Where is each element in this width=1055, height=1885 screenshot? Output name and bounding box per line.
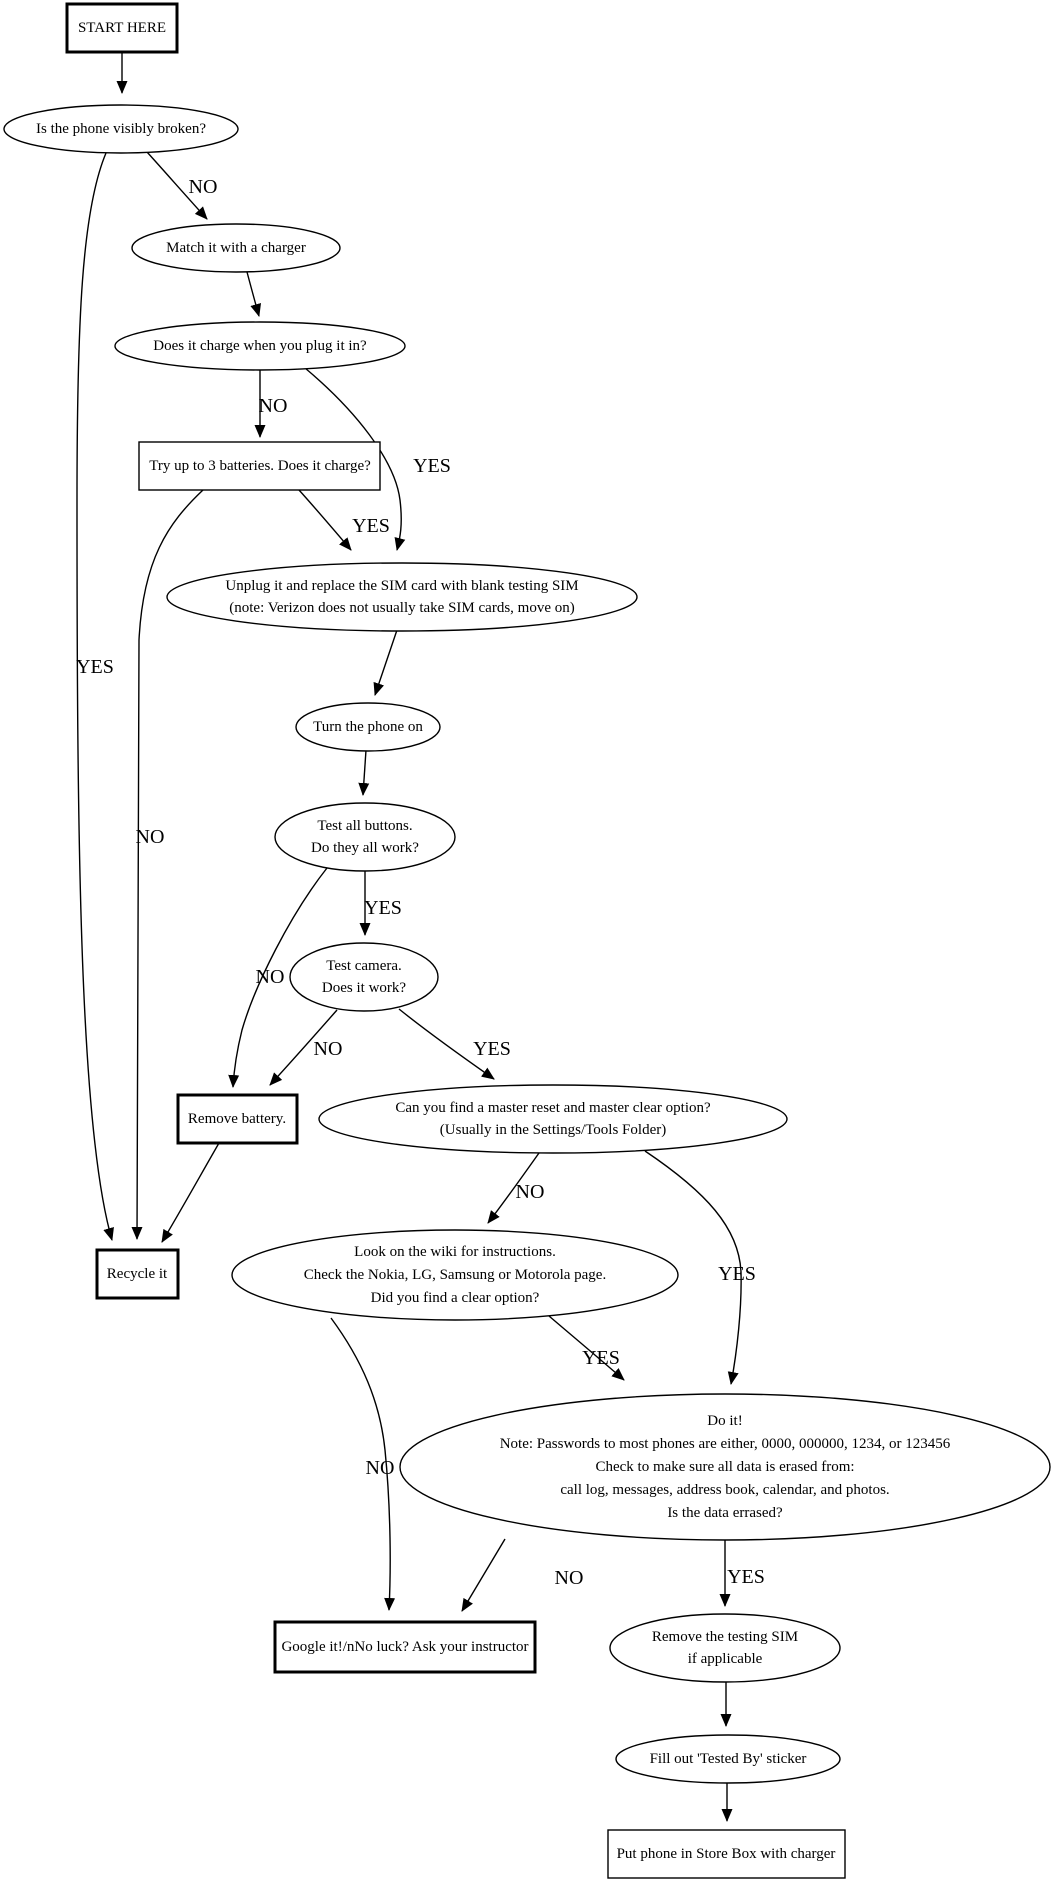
edge-label-master-no: NO — [515, 1181, 545, 1203]
node-replace-sim — [167, 563, 637, 631]
node-phone-visibly-broken — [4, 105, 238, 153]
edge-removebattery-to-recycle — [162, 1143, 219, 1242]
sim-ellipse — [167, 563, 637, 631]
node-label-line: (Usually in the Settings/Tools Folder) — [439, 1122, 667, 1138]
node-label: Remove battery. — [187, 1111, 287, 1127]
node-label: Match it with a charger — [166, 240, 306, 256]
edge-label-broken-no: NO — [188, 176, 218, 198]
master-ellipse — [319, 1085, 787, 1153]
edge-label-camera-no: NO — [313, 1038, 343, 1060]
node-label: Turn the phone on — [313, 719, 423, 735]
edge-turnon-to-buttons — [363, 750, 366, 795]
node-recycle-it — [97, 1250, 178, 1298]
edge-doit-to-google — [462, 1539, 505, 1611]
node-label: Put phone in Store Box with charger — [616, 1846, 836, 1862]
node-turn-phone-on — [296, 703, 440, 751]
node-label: START HERE — [77, 20, 167, 36]
edge-broken-to-recycle — [77, 153, 112, 1240]
node-does-it-charge — [115, 322, 405, 370]
edge-label-charge-yes: YES — [413, 455, 451, 477]
node-look-on-wiki — [232, 1230, 678, 1320]
node-google-it — [275, 1622, 535, 1672]
remove-sim-ellipse — [610, 1614, 840, 1682]
node-remove-testing-sim — [610, 1614, 840, 1682]
node-label-line: Remove the testing SIM — [651, 1629, 799, 1645]
node-tested-by-sticker — [616, 1735, 840, 1783]
node-label-line: Did you find a clear option? — [370, 1290, 540, 1306]
node-match-charger — [132, 224, 340, 272]
node-label-line: (note: Verizon does not usually take SIM cards, move on) — [229, 600, 575, 616]
node-label: Recycle it — [106, 1266, 168, 1282]
node-test-buttons — [275, 803, 455, 871]
node-label-line: Unplug it and replace the SIM card with blank testing SIM — [225, 578, 579, 594]
node-do-it — [400, 1394, 1050, 1540]
edge-batteries-to-sim — [299, 490, 351, 550]
edge-label-master-yes: YES — [718, 1263, 756, 1285]
node-label: Google it!/nNo luck? Ask your instructor — [281, 1639, 529, 1655]
edge-label-batteries-yes: YES — [352, 515, 390, 537]
buttons-ellipse — [275, 803, 455, 871]
edge-label-batteries-no: NO — [135, 826, 165, 848]
camera-ellipse — [290, 943, 438, 1011]
edge-label-doit-yes: YES — [727, 1566, 765, 1588]
node-label-line: Test camera. — [326, 958, 402, 974]
node-label-line: Is the data errased? — [667, 1505, 783, 1521]
node-label: Does it charge when you plug it in? — [153, 338, 367, 354]
node-start-here — [67, 4, 177, 52]
node-test-camera — [290, 943, 438, 1011]
edge-label-wiki-no: NO — [365, 1457, 395, 1479]
edge-charger-to-chargeq — [247, 272, 259, 316]
node-label-line: Do it! — [707, 1413, 743, 1429]
node-label: Fill out 'Tested By' sticker — [649, 1751, 807, 1767]
node-label: Is the phone visibly broken? — [36, 121, 206, 137]
node-try-batteries — [139, 442, 380, 490]
node-label-line: Note: Passwords to most phones are either, 0000, 000000, 1234, or 123456 — [499, 1436, 951, 1452]
edge-label-charge-no: NO — [258, 395, 288, 417]
node-group — [4, 4, 1050, 1878]
edge-label-wiki-yes: YES — [582, 1347, 620, 1369]
edge-group — [77, 53, 741, 1821]
node-master-reset — [319, 1085, 787, 1153]
edge-sim-to-turnon — [375, 630, 397, 695]
node-label-line: if applicable — [687, 1651, 763, 1667]
edge-label-buttons-no: NO — [255, 966, 285, 988]
node-remove-battery — [178, 1095, 297, 1143]
node-label-line: Can you find a master reset and master clear option? — [395, 1100, 711, 1116]
node-label-line: Check the Nokia, LG, Samsung or Motorola page. — [303, 1267, 607, 1283]
node-store-box — [608, 1830, 845, 1878]
node-label: Try up to 3 batteries. Does it charge? — [149, 458, 371, 474]
node-label-line: Check to make sure all data is erased from: — [595, 1459, 855, 1475]
node-label-line: Does it work? — [321, 980, 407, 996]
node-label-line: Do they all work? — [311, 840, 419, 856]
edge-label-group — [76, 176, 765, 1589]
edge-label-broken-yes: YES — [76, 656, 114, 678]
node-label-line: call log, messages, address book, calendar, and photos. — [560, 1482, 890, 1498]
edge-label-doit-no: NO — [554, 1567, 584, 1589]
node-label-line: Test all buttons. — [317, 818, 413, 834]
edge-label-buttons-yes: YES — [364, 897, 402, 919]
edge-label-camera-yes: YES — [473, 1038, 511, 1060]
node-label-line: Look on the wiki for instructions. — [354, 1244, 556, 1260]
